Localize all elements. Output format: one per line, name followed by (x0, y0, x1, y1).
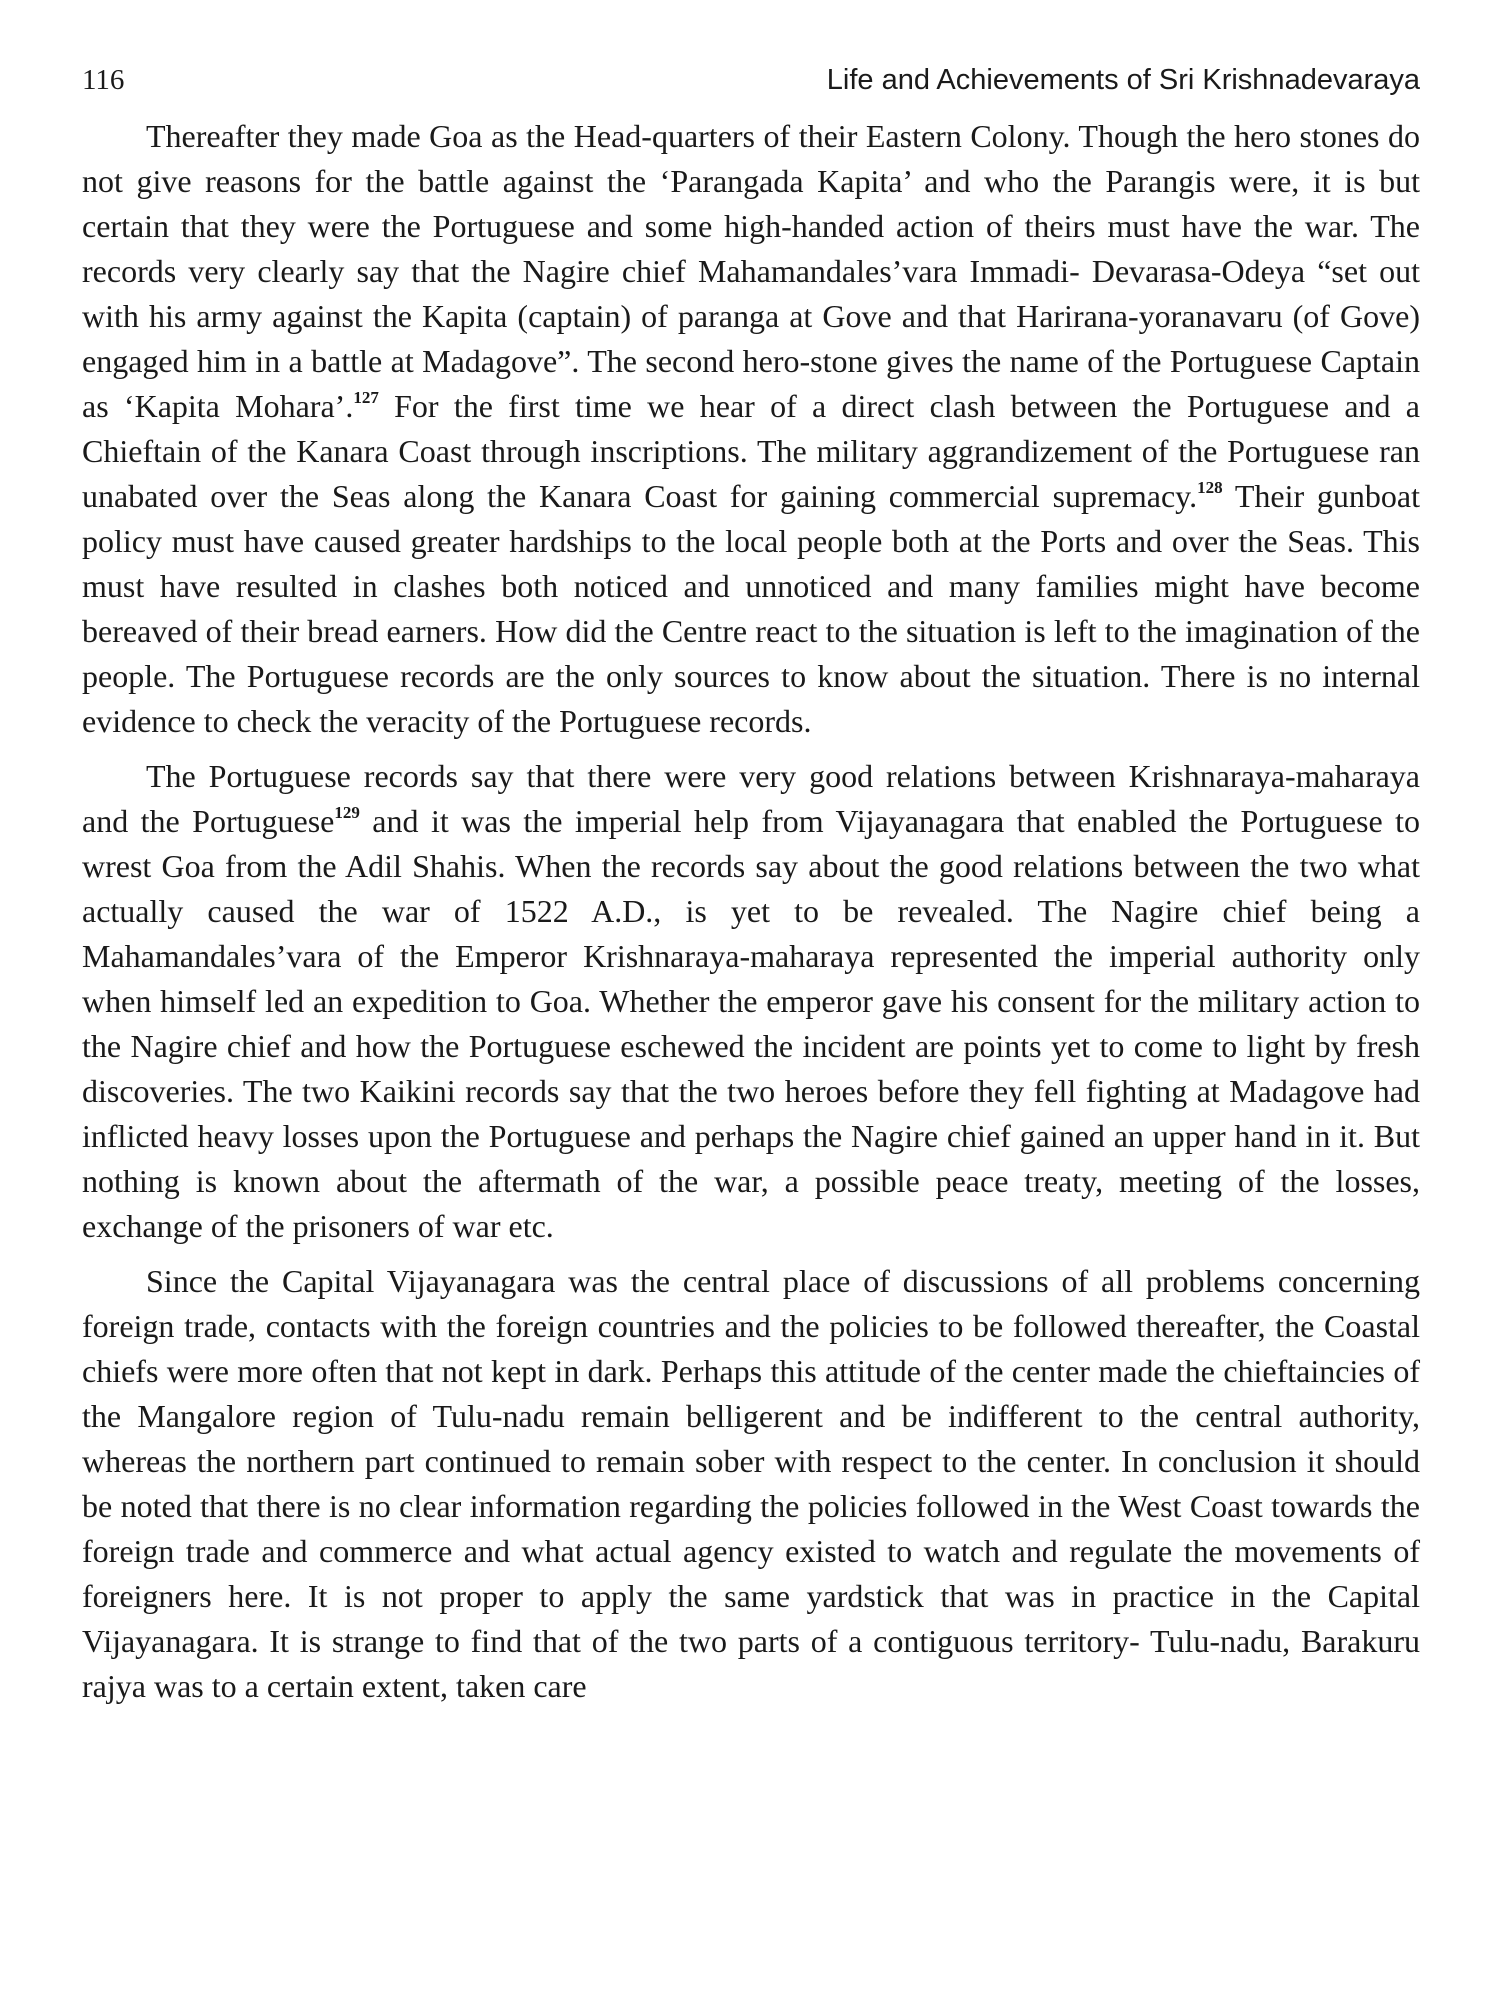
paragraph-text: and it was the imperial help from Vijayanagara that enabled the Portuguese to wrest Goa from the Adil Shahis. When the records say about the good relations between the two what actually caused the war of 1522 A.D., is yet to be revealed. The Nagire chief being a Mahamandales’vara of the Emperor Krishnaraya-maharaya represented the imperial authority only when himself led an expedition to Goa. Whether the emperor gave his consent for the military action to the Nagire chief and how the Portuguese eschewed the incident are points yet to come to light by fresh discoveries. The two Kaikini records say that the two heroes before they fell fighting at Madagove had inflicted heavy losses upon the Portuguese and perhaps the Nagire chief gained an upper hand in it. But nothing is known about the aftermath of the war, a possible peace treaty, meeting of the losses, exchange of the prisoners of war etc. (82, 803, 1421, 1244)
paragraph-text: The Portuguese records say that there were very good relations between Krishnaraya-maharaya and the Portuguese (82, 758, 1420, 839)
footnote-ref-128: 128 (1197, 478, 1223, 497)
page-number: 116 (82, 64, 125, 96)
book-page (82, 60, 1420, 1960)
paragraph-1 (82, 114, 1420, 744)
paragraph-text: Since the Capital Vijayanagara was the central place of discussions of all problems concerning foreign trade, contacts with the foreign countries and the policies to be followed thereafter, the Coastal chiefs were more often that not kept in dark. Perhaps this attitude of the center made the chieftaincies of the Mangalore region of Tulu-nadu remain belligerent and be indifferent to the central authority, whereas the northern part continued to remain sober with respect to the center. In conclusion it should be noted that there is no clear information regarding the policies followed in the West Coast towards the foreign trade and commerce and what actual agency existed to watch and regulate the movements of foreigners here. It is not proper to apply the same yardstick that was in practice in the Capital Vijayanagara. It is strange to find that of the two parts of a contiguous territory- Tulu-nadu, Barakuru rajya was to a certain extent, taken care (82, 1263, 1420, 1704)
paragraph-2 (82, 754, 1420, 1249)
running-head (82, 60, 1420, 100)
paragraph-text: For the first time we hear of a direct clash between the Portuguese and a Chieftain of the Kanara Coast through inscriptions. The military aggrandizement of the Portuguese ran unabated over the Seas along the Kanara Coast for gaining commercial supremacy. (82, 388, 1421, 514)
running-title: Life and Achievements of Sri Krishnadevaraya (826, 64, 1420, 96)
body-text (82, 114, 1420, 1709)
paragraph-text: Their gunboat policy must have caused greater hardships to the local people both at the Ports and over the Seas. This must have resulted in clashes both noticed and unnoticed and many families might have become bereaved of their bread earners. How did the Centre react to the situation is left to the imagination of the people. The Portuguese records are the only sources to know about the situation. There is no internal evidence to check the veracity of the Portuguese records. (82, 478, 1421, 739)
footnote-ref-129: 129 (334, 803, 360, 822)
footnote-ref-127: 127 (353, 388, 379, 407)
paragraph-3 (82, 1259, 1420, 1709)
paragraph-text: Thereafter they made Goa as the Head-quarters of their Eastern Colony. Though the hero stones do not give reasons for the battle against the ‘Parangada Kapita’ and who the Parangis were, it is but certain that they were the Portuguese and some high-handed action of theirs must have the war. The records very clearly say that the Nagire chief Mahamandales’vara Immadi- Devarasa-Odeya “set out with his army against the Kapita (captain) of paranga at Gove and that Harirana-yoranavaru (of Gove) engaged him in a battle at Madagove”. The second hero-stone gives the name of the Portuguese Captain as ‘Kapita Mohara’. (82, 118, 1420, 424)
